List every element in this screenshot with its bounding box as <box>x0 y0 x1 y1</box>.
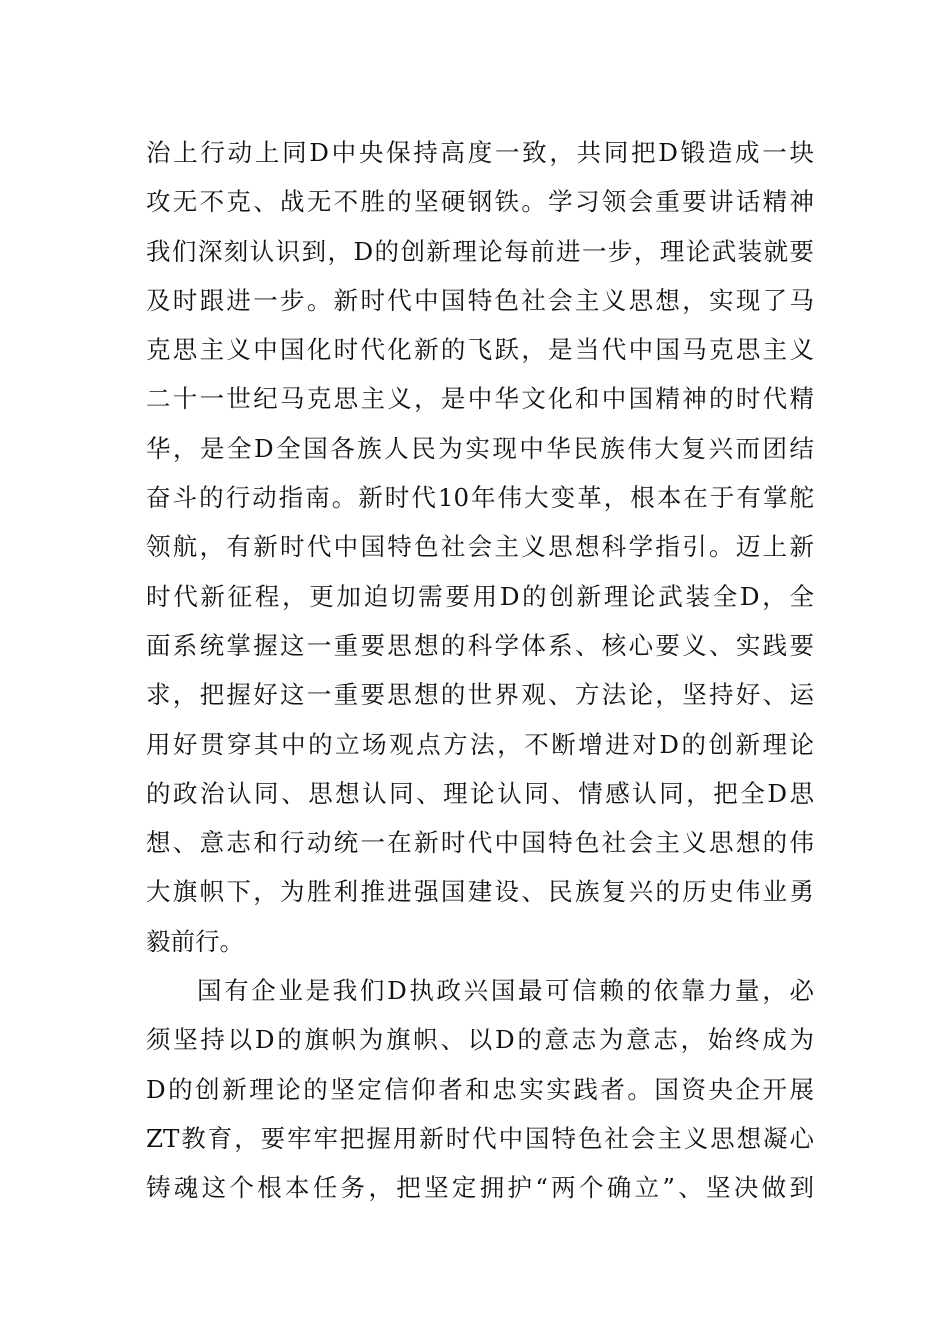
text-line: 想、意志和行动统一在新时代中国特色社会主义思想的伟 <box>146 828 814 858</box>
text-line: ZT教育，要牢牢把握用新时代中国特色社会主义思想凝心 <box>146 1123 814 1153</box>
text-line: 的政治认同、思想认同、理论认同、情感认同，把全D思 <box>146 778 814 808</box>
text-line: 奋斗的行动指南。新时代10年伟大变革，根本在于有掌舵 <box>146 483 814 513</box>
paragraph-1 <box>146 128 814 966</box>
text-line: 治上行动上同D中央保持高度一致，共同把D锻造成一块 <box>146 138 814 167</box>
text-line: 国有企业是我们D执政兴国最可信赖的依靠力量，必 <box>197 976 814 1006</box>
body-text <box>146 128 814 1213</box>
text-line: 攻无不克、战无不胜的坚硬钢铁。学习领会重要讲话精神 <box>146 187 814 217</box>
text-line: 求，把握好这一重要思想的世界观、方法论，坚持好、运 <box>146 680 814 710</box>
text-line: 须坚持以D的旗帜为旗帜、以D的意志为意志，始终成为 <box>146 1025 814 1055</box>
text-line: 领航，有新时代中国特色社会主义思想科学指引。迈上新 <box>146 532 814 562</box>
text-line: 二十一世纪马克思主义，是中华文化和中国精神的时代精 <box>146 384 814 414</box>
text-line: 及时跟进一步。新时代中国特色社会主义思想，实现了马 <box>146 285 814 315</box>
text-line: 用好贯穿其中的立场观点方法，不断增进对D的创新理论 <box>146 729 814 759</box>
text-line: 时代新征程，更加迫切需要用D的创新理论武装全D，全 <box>146 581 814 611</box>
text-line: 克思主义中国化时代化新的飞跃，是当代中国马克思主义 <box>146 335 814 365</box>
text-line: 大旗帜下，为胜利推进强国建设、民族复兴的历史伟业勇 <box>146 877 814 907</box>
text-line: 我们深刻认识到，D的创新理论每前进一步，理论武装就要 <box>146 236 814 266</box>
text-line: 铸魂这个根本任务，把坚定拥护“两个确立”、坚决做到 <box>146 1173 814 1203</box>
paragraph-2 <box>146 966 814 1212</box>
text-line: 毅前行。 <box>146 926 244 956</box>
text-line: 华，是全D全国各族人民为实现中华民族伟大复兴而团结 <box>146 433 814 463</box>
text-line: D的创新理论的坚定信仰者和忠实实践者。国资央企开展 <box>146 1074 814 1104</box>
text-line: 面系统掌握这一重要思想的科学体系、核心要义、实践要 <box>146 630 814 660</box>
